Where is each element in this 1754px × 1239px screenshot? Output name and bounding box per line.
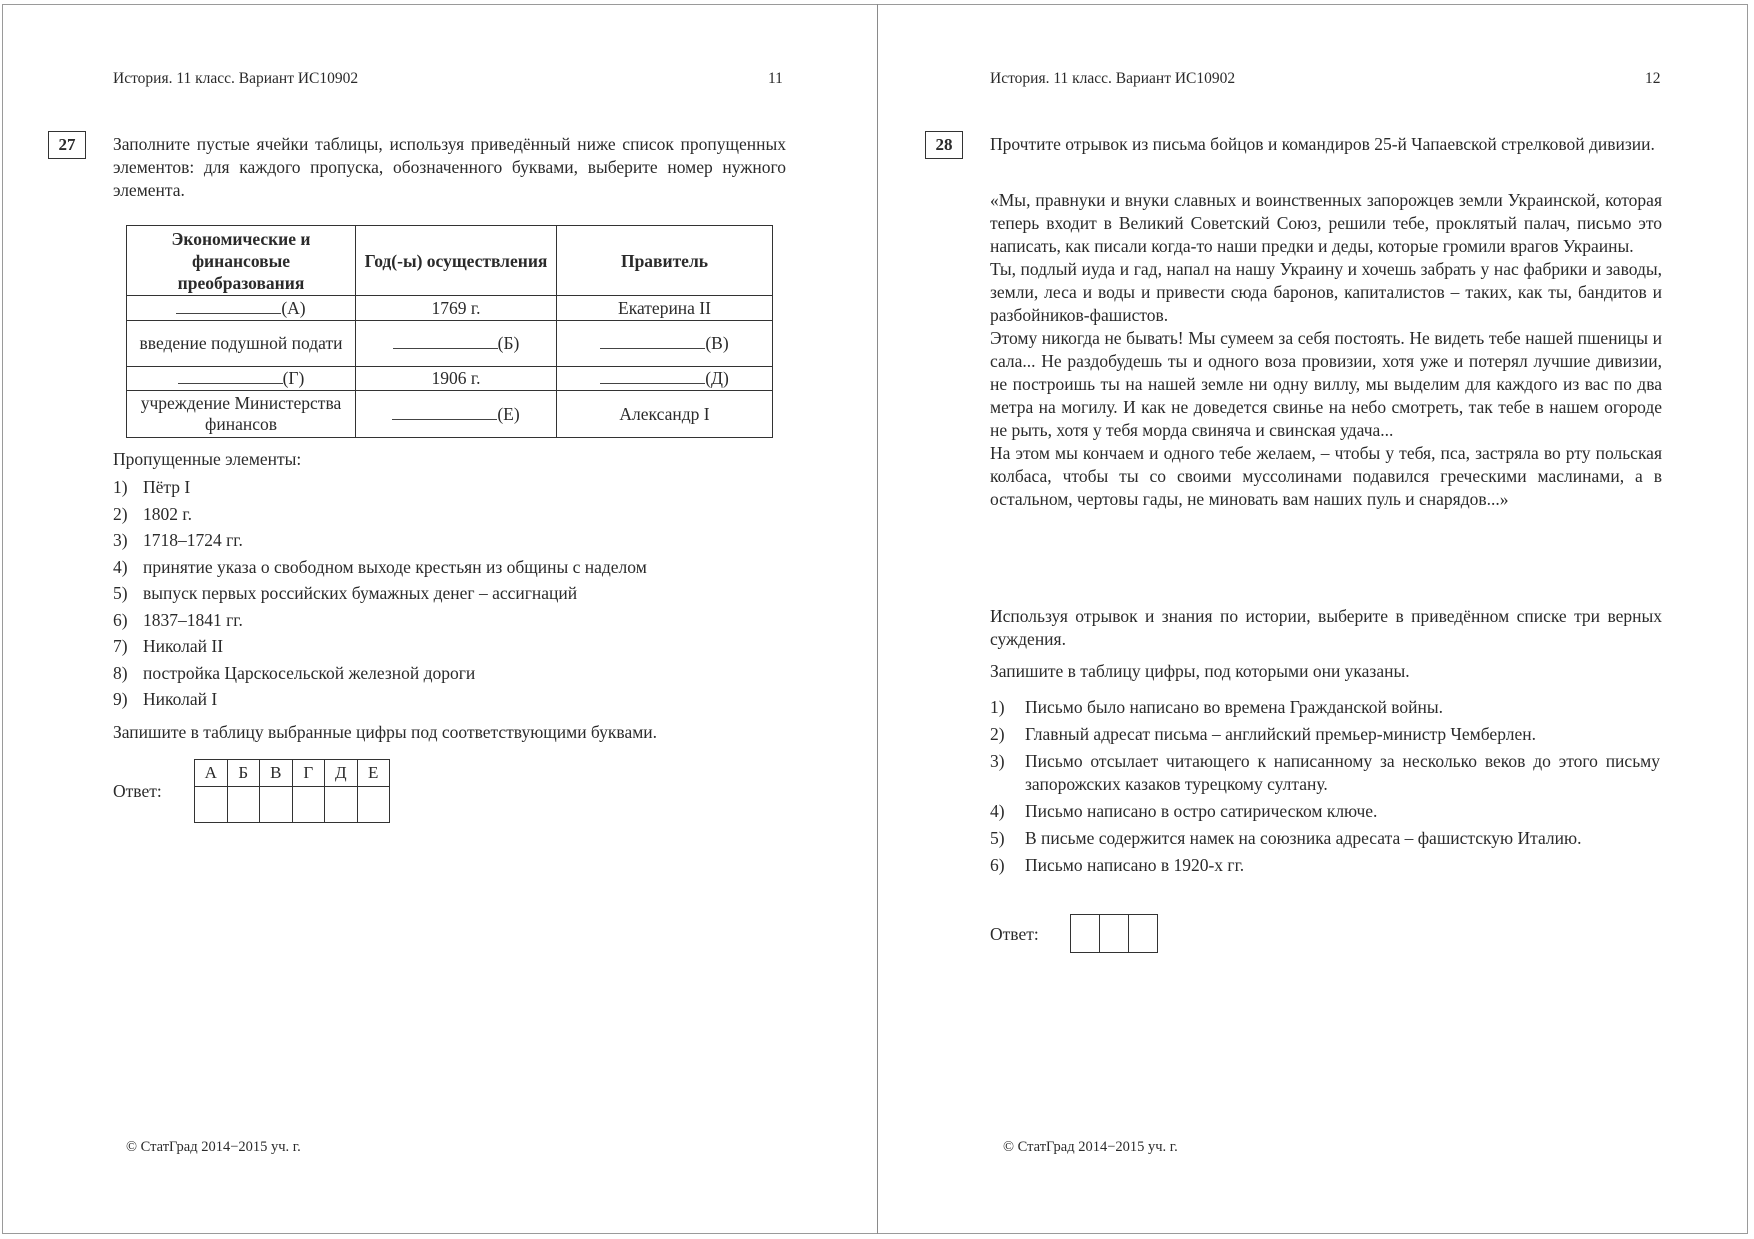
item-text: постройка Царскосельской железной дороги bbox=[143, 662, 476, 683]
list-item bbox=[113, 527, 793, 554]
option-item bbox=[990, 827, 1660, 850]
option-item bbox=[990, 696, 1660, 719]
question-number-27: 27 bbox=[48, 131, 86, 159]
list-item bbox=[113, 686, 793, 713]
cell-b[interactable]: (Б) bbox=[356, 321, 557, 367]
list-item bbox=[113, 633, 793, 660]
table-row bbox=[127, 367, 773, 391]
right-header-title: История. 11 класс. Вариант ИС10902 bbox=[990, 70, 1236, 87]
item-number: 2) bbox=[113, 503, 128, 524]
option-number: 1) bbox=[990, 697, 1005, 717]
table-row bbox=[127, 321, 773, 367]
cell-e[interactable]: (Е) bbox=[356, 391, 557, 438]
item-number: 7) bbox=[113, 636, 128, 656]
option-text: Письмо отсылает читающего к написанному за несколько веков до этого письму запорожских казаков турецкому султану. bbox=[1025, 751, 1660, 794]
option-text: Письмо написано в остро сатирическом ключе. bbox=[1025, 801, 1378, 821]
cell: учреждение Министерства финансов bbox=[127, 391, 356, 438]
answer-cell[interactable] bbox=[1100, 915, 1129, 953]
answer-grid-28 bbox=[1070, 914, 1158, 953]
item-number: 4) bbox=[113, 556, 128, 577]
item-number: 9) bbox=[113, 689, 128, 709]
answer-letter: Б bbox=[227, 760, 260, 787]
cell-g[interactable]: (Г) bbox=[127, 367, 356, 391]
item-number: 6) bbox=[113, 609, 128, 630]
answer-cell[interactable] bbox=[1071, 915, 1100, 953]
option-number: 5) bbox=[990, 828, 1005, 848]
cell: Екатерина II bbox=[557, 296, 773, 321]
right-footer: © СтатГрад 2014−2015 уч. г. bbox=[1003, 1139, 1178, 1155]
cell: 1906 г. bbox=[356, 367, 557, 391]
table-row bbox=[127, 296, 773, 321]
col-header-reforms: Экономические и финансовые преобразования bbox=[127, 226, 356, 296]
answer-cell[interactable] bbox=[1129, 915, 1158, 953]
answer-label-27: Ответ: bbox=[113, 781, 162, 801]
item-text: принятие указа о свободном выходе крестьян из общины с наделом bbox=[143, 556, 647, 577]
option-text: Письмо написано в 1920-х гг. bbox=[1025, 855, 1245, 875]
missing-elements-title: Пропущенные элементы: bbox=[113, 449, 302, 469]
item-number: 3) bbox=[113, 530, 128, 550]
left-footer: © СтатГрад 2014−2015 уч. г. bbox=[126, 1139, 301, 1155]
option-item bbox=[990, 800, 1660, 823]
question-number-28: 28 bbox=[925, 131, 963, 159]
letter-paragraph: «Мы, правнуки и внуки славных и воинственных запорожцев земли Украинской, которая теперь входит в Великий Советский Союз, решили тебе, проклятый палач, письмо это написать, как писали когда-то наши предки и деды, которые громили врагов Украины. bbox=[990, 190, 1662, 256]
answer-letter: Г bbox=[292, 760, 325, 787]
option-text: В письме содержится намек на союзника адресата – фашистскую Италию. bbox=[1025, 828, 1582, 848]
col-header-years: Год(-ы) осуществления bbox=[356, 226, 557, 296]
list-item bbox=[113, 501, 793, 528]
answer-letter: А bbox=[195, 760, 228, 787]
missing-elements-list bbox=[113, 474, 793, 713]
cell: введение подушной подати bbox=[127, 321, 356, 367]
letter-paragraph: На этом мы кончаем и одного тебе желаем, – чтобы у тебя, пса, застряла во рту польская колбаса, чтобы ты со своими муссолинами подавился греческими маслинами, а в остальном, чертовы гады, не миновать вам наших пуль и снарядов...» bbox=[990, 443, 1662, 509]
option-number: 2) bbox=[990, 724, 1005, 744]
answer-letter: В bbox=[260, 760, 293, 787]
answer-cell[interactable] bbox=[195, 787, 228, 823]
cell: 1769 г. bbox=[356, 296, 557, 321]
answer-letter: Е bbox=[357, 760, 390, 787]
reforms-table bbox=[126, 225, 773, 438]
answer-grid-27 bbox=[194, 759, 390, 823]
left-page-number: 11 bbox=[768, 70, 783, 87]
item-number: 8) bbox=[113, 662, 128, 683]
answer-cell[interactable] bbox=[325, 787, 358, 823]
option-number: 4) bbox=[990, 801, 1005, 821]
option-text: Письмо было написано во времена Гражданской войны. bbox=[1025, 697, 1444, 717]
answer-cell[interactable] bbox=[292, 787, 325, 823]
cell: Александр I bbox=[557, 391, 773, 438]
right-page-number: 12 bbox=[1645, 70, 1661, 87]
item-text: выпуск первых российских бумажных денег – ассигнаций bbox=[143, 583, 578, 603]
list-item bbox=[113, 607, 793, 634]
list-item bbox=[113, 474, 793, 501]
cell-a[interactable]: (А) bbox=[127, 296, 356, 321]
answer-cell[interactable] bbox=[357, 787, 390, 823]
option-text: Главный адресат письма – английский премьер-министр Чемберлен. bbox=[1025, 724, 1536, 744]
write-instruction-27: Запишите в таблицу выбранные цифры под соответствующими буквами. bbox=[113, 722, 658, 742]
option-item bbox=[990, 854, 1660, 877]
item-text: Николай II bbox=[143, 636, 224, 656]
answer-letter: Д bbox=[325, 760, 358, 787]
list-item bbox=[113, 554, 793, 581]
options-list bbox=[990, 696, 1660, 881]
col-header-ruler: Правитель bbox=[557, 226, 773, 296]
answer-cell[interactable] bbox=[227, 787, 260, 823]
option-number: 3) bbox=[990, 751, 1005, 771]
question-28-intro: Прочтите отрывок из письма бойцов и командиров 25-й Чапаевской стрелковой дивизии. bbox=[990, 134, 1655, 154]
question-28-task: Используя отрывок и знания по истории, выберите в приведённом списке три верных суждения. bbox=[990, 606, 1662, 649]
item-text: 1802 г. bbox=[143, 503, 192, 524]
item-number: 1) bbox=[113, 477, 128, 497]
cell-d[interactable]: (Д) bbox=[557, 367, 773, 391]
answer-cell[interactable] bbox=[260, 787, 293, 823]
cell-v[interactable]: (В) bbox=[557, 321, 773, 367]
letter-excerpt bbox=[990, 189, 1662, 511]
item-text: Николай I bbox=[143, 689, 218, 709]
item-text: 1718–1724 гг. bbox=[143, 530, 243, 550]
letter-paragraph: Этому никогда не бывать! Мы сумеем за себя постоять. Не видеть тебе нашей пшеницы и сала... Не раздобудешь ты и одного воза провизии, хотя уже и потерял лучшие дивизии, не построишь ты на нашей земле ни одну виллу, мы выделим для каждого из вас по два метра на могилу. И как не доведется свинье на небо смотреть, так тебе в нашем огороде не рыть, хотя у тебя морда свиняча и свинская удача... bbox=[990, 328, 1662, 440]
page-divider bbox=[877, 4, 878, 1234]
item-number: 5) bbox=[113, 583, 128, 603]
list-item bbox=[113, 660, 793, 687]
table-row bbox=[127, 391, 773, 438]
letter-paragraph: Ты, подлый иуда и гад, напал на нашу Украину и хочешь забрать у нас фабрики и заводы, земли, леса и воды и привести сюда баронов, капиталистов – таких, как ты, бандитов и разбойников-фашистов. bbox=[990, 259, 1662, 325]
option-number: 6) bbox=[990, 855, 1005, 875]
item-text: Пётр I bbox=[143, 477, 191, 497]
answer-label-28: Ответ: bbox=[990, 924, 1039, 944]
write-instruction-28: Запишите в таблицу цифры, под которыми они указаны. bbox=[990, 661, 1410, 681]
option-item bbox=[990, 723, 1660, 746]
list-item bbox=[113, 580, 793, 607]
left-header-title: История. 11 класс. Вариант ИС10902 bbox=[113, 70, 359, 87]
item-text: 1837–1841 гг. bbox=[143, 609, 243, 630]
option-item bbox=[990, 750, 1660, 796]
question-27-instruction: Заполните пустые ячейки таблицы, используя приведённый ниже список пропущенных элементов: для каждого пропуска, обозначенного буквами, выберите номер нужного элемента. bbox=[113, 134, 786, 200]
